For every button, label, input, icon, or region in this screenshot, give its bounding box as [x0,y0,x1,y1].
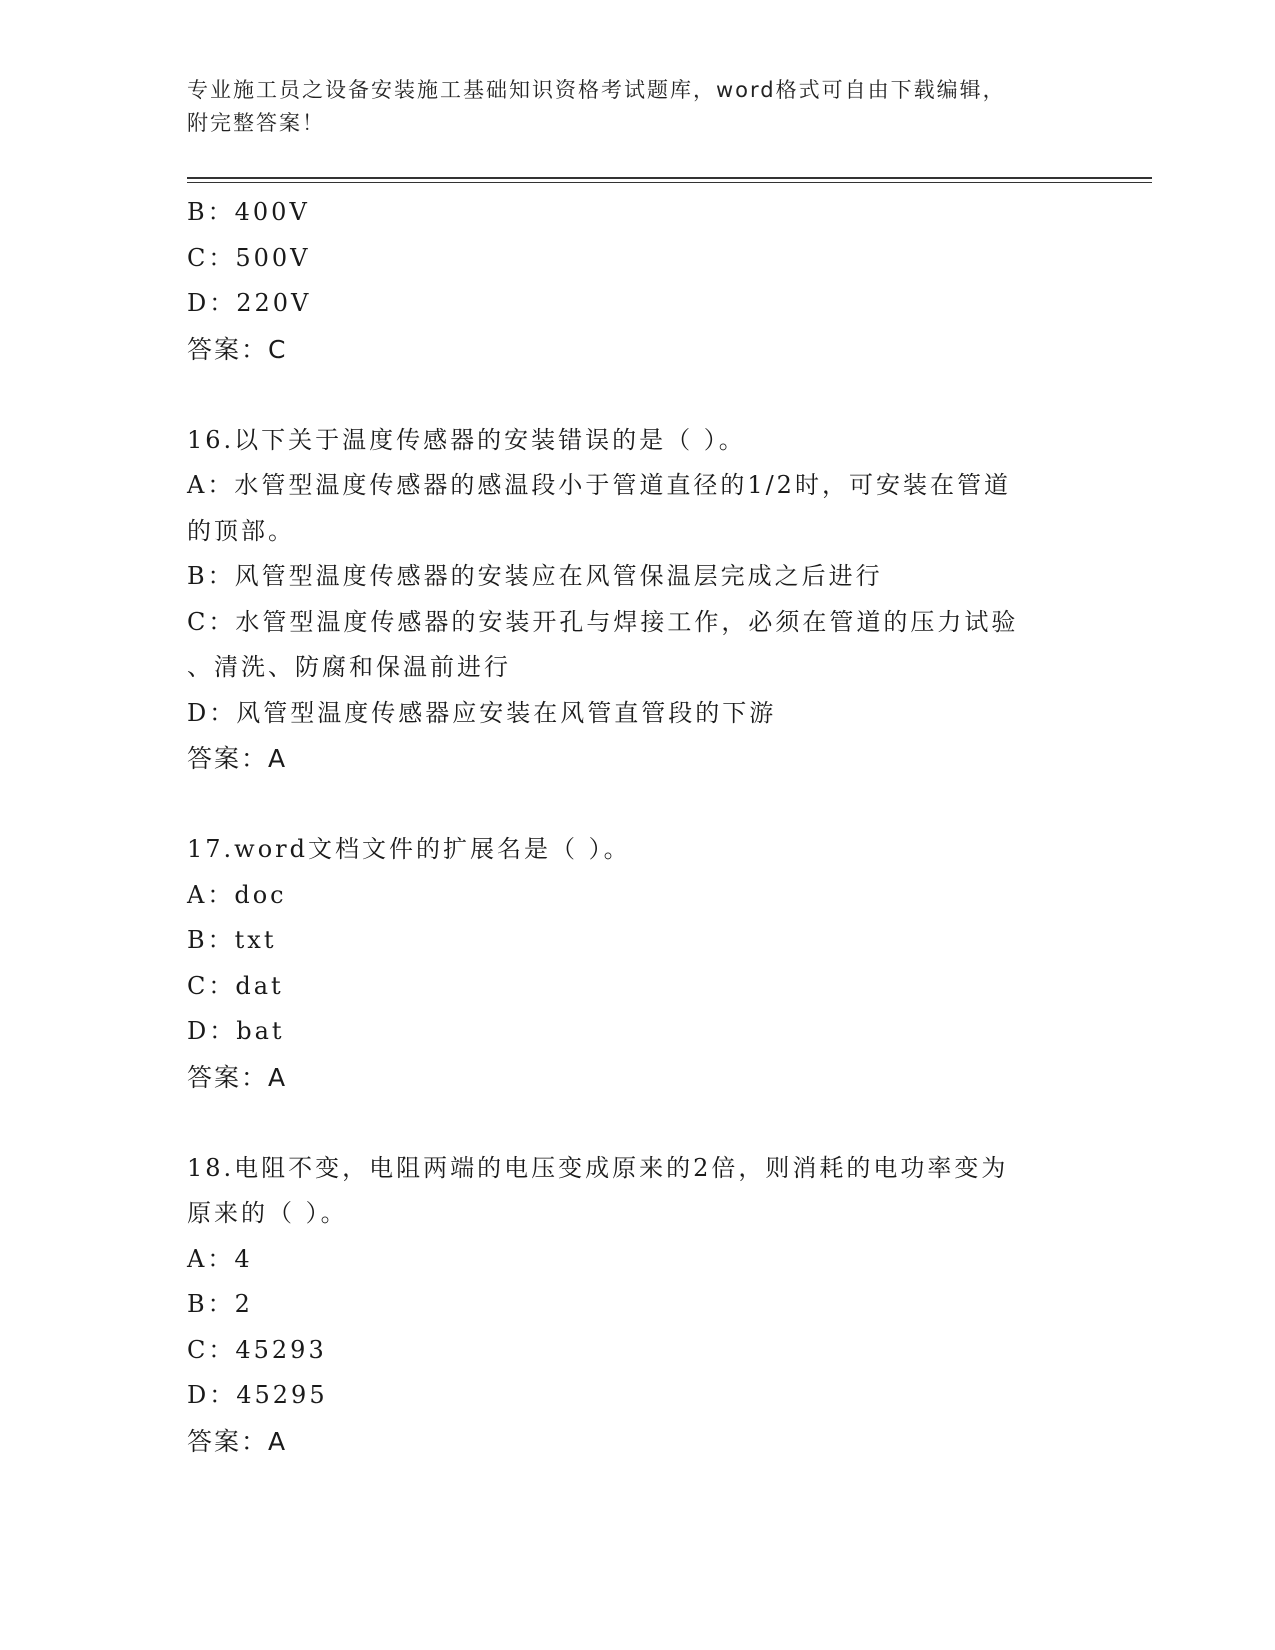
option-c: C：45293 [187,1335,327,1364]
header-line-1: 专业施工员之设备安装施工基础知识资格考试题库，word格式可自由下载编辑， [187,78,1006,102]
option-a-continued: 的顶部。 [187,516,295,545]
option-c: C：dat [187,971,284,1000]
question-18 [187,1146,1087,1465]
option-b: B：txt [187,926,277,954]
spacer [187,372,1087,418]
question-17 [187,827,1087,1100]
option-b: B：400V [187,198,310,226]
option-d: D：风管型温度传感器应安装在风管直管段的下游 [187,698,777,727]
option-a: A：4 [187,1244,253,1273]
option-d: D：bat [187,1017,285,1045]
answer: 答案：A [187,1426,288,1456]
header-line-2: 附完整答案！ [187,111,325,135]
answer: 答案：C [187,334,288,364]
option-b: B：2 [187,1290,253,1318]
header-divider-thin [187,182,1152,183]
option-a: A：水管型温度传感器的感温段小于管道直径的1/2时，可安装在管道 [187,471,1011,499]
option-d: D：45295 [187,1381,328,1409]
option-c: C：500V [187,243,311,272]
document-header [187,74,1067,140]
option-b: B：风管型温度传感器的安装应在风管保温层完成之后进行 [187,562,883,590]
question-stem: 17.word文档文件的扩展名是（ ）。 [187,835,631,863]
option-c: C：水管型温度传感器的安装开孔与焊接工作，必须在管道的压力试验 [187,607,1019,636]
header-divider-thick [187,177,1152,179]
option-c-continued: 、清洗、防腐和保温前进行 [187,653,511,681]
spacer [187,782,1087,828]
spacer [187,1100,1087,1146]
question-stem: 16.以下关于温度传感器的安装错误的是（ ）。 [187,425,746,454]
question-list [187,190,1087,1464]
option-a: A：doc [187,880,287,909]
answer: 答案：A [187,744,288,773]
answer: 答案：A [187,1062,288,1092]
question-stem: 18.电阻不变，电阻两端的电压变成原来的2倍，则消耗的电功率变为 [187,1153,1009,1182]
question-16 [187,418,1087,782]
option-d: D：220V [187,289,312,317]
question-15 [187,190,1087,372]
question-stem-continued: 原来的（ ）。 [187,1199,348,1227]
